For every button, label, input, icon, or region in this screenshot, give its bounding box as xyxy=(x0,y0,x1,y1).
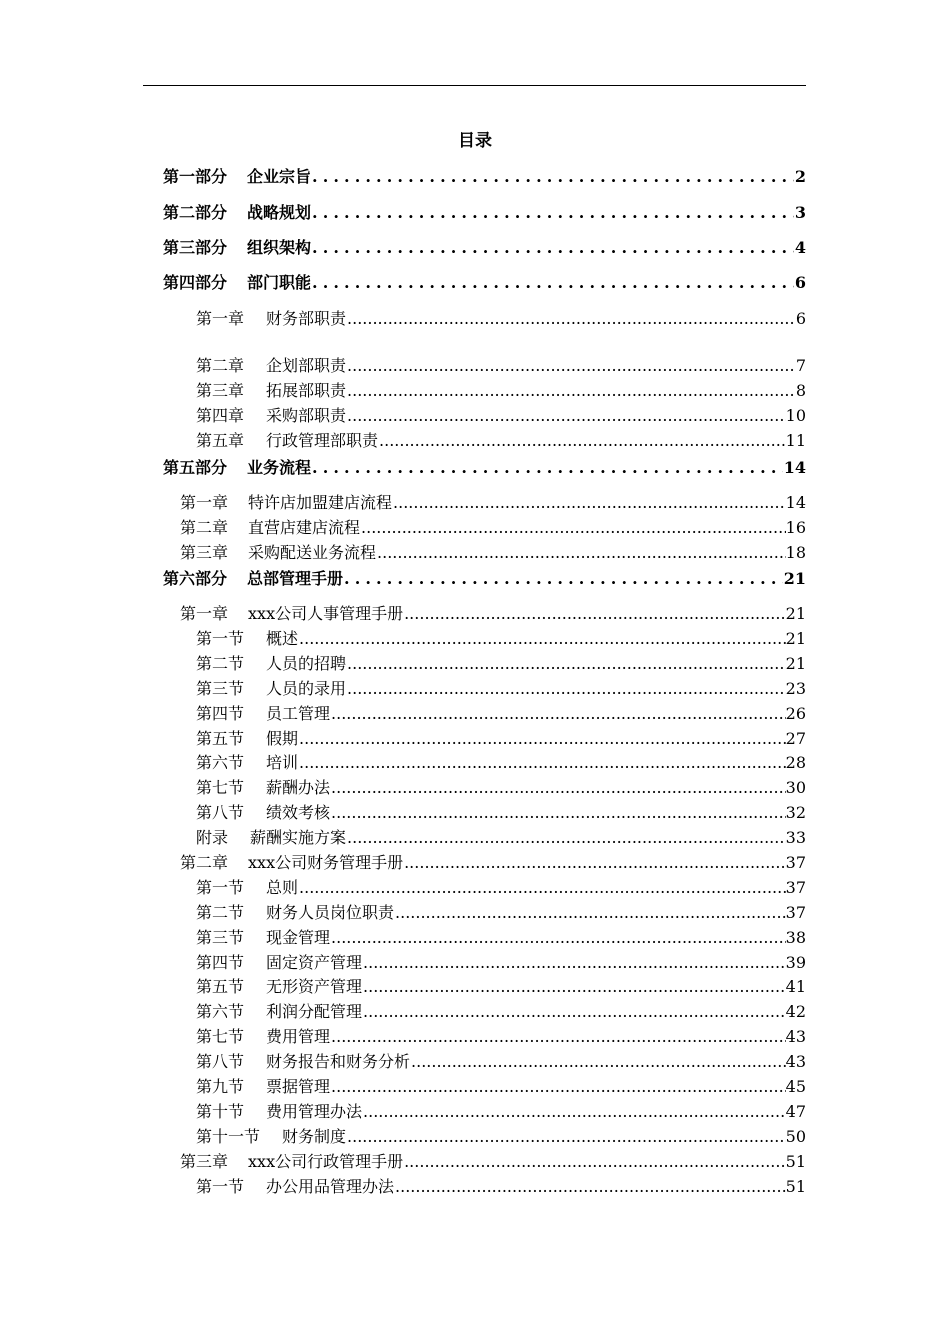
toc-entry[interactable] xyxy=(196,825,806,848)
dot-leader xyxy=(404,1152,786,1171)
toc-entry-label: 第四节 xyxy=(196,953,245,972)
toc-entry-label: 第二部分 xyxy=(163,203,228,222)
dot-leader xyxy=(404,853,786,872)
toc-entry-text: 无形资产管理 xyxy=(266,977,363,996)
toc-page-number: 14 xyxy=(783,458,806,477)
toc-entry[interactable] xyxy=(196,1024,806,1047)
toc-entry-text: xxx公司人事管理手册 xyxy=(248,604,404,623)
toc-entry-text: 总部管理手册 xyxy=(247,569,344,588)
toc-page-number: 23 xyxy=(785,679,806,698)
toc-page-number: 8 xyxy=(795,381,806,400)
toc-entry[interactable] xyxy=(196,701,806,724)
toc-entry-text: 固定资产管理 xyxy=(266,953,363,972)
toc-entry-label: 第二节 xyxy=(196,654,245,673)
toc-entry-label: 第五节 xyxy=(196,729,245,748)
toc-entry-text: 概述 xyxy=(266,629,299,648)
toc-entry-text: 财务报告和财务分析 xyxy=(266,1052,411,1071)
dot-leader xyxy=(347,654,786,673)
dot-leader xyxy=(347,309,796,328)
toc-entry-title xyxy=(196,726,298,749)
toc-entry-text: 票据管理 xyxy=(266,1077,331,1096)
toc-entry[interactable] xyxy=(180,490,806,513)
toc-entry[interactable] xyxy=(196,800,806,823)
toc-page-number: 6 xyxy=(795,309,806,328)
toc-entry[interactable] xyxy=(196,353,806,376)
toc-entry[interactable] xyxy=(196,999,806,1022)
toc-entry[interactable] xyxy=(196,306,806,329)
dot-leader xyxy=(363,1002,786,1021)
dot-leader xyxy=(312,458,783,477)
toc-entry-text: 企业宗旨 xyxy=(247,167,312,186)
toc-entry-text: 采购配送业务流程 xyxy=(248,543,377,562)
toc-entry-label: 第四部分 xyxy=(163,273,228,292)
toc-entry-label: 第六部分 xyxy=(163,569,228,588)
toc-page-number: 21 xyxy=(785,629,806,648)
toc-page-number: 43 xyxy=(785,1027,806,1046)
toc-page-number: 14 xyxy=(785,493,806,512)
toc-entry-label: 第六节 xyxy=(196,753,245,772)
toc-page-number: 10 xyxy=(785,406,806,425)
toc-entry-label: 第三节 xyxy=(196,679,245,698)
toc-entry-title xyxy=(163,566,343,589)
toc-entry-label: 第三章 xyxy=(180,543,229,562)
toc-page-number: 43 xyxy=(785,1052,806,1071)
toc-page-number: 3 xyxy=(794,203,806,222)
dot-leader xyxy=(299,629,786,648)
toc-entry-title xyxy=(196,1074,330,1097)
toc-entry-text: 行政管理部职责 xyxy=(266,431,379,450)
dot-leader xyxy=(312,238,794,257)
toc-entry-title xyxy=(196,825,346,848)
toc-entry-label: 第五部分 xyxy=(163,458,228,477)
toc-entry-title xyxy=(196,925,330,948)
toc-entry-label: 第一章 xyxy=(180,493,229,512)
dot-leader xyxy=(312,167,794,186)
toc-entry[interactable] xyxy=(196,1074,806,1097)
toc-entry-title xyxy=(196,974,362,997)
dot-leader xyxy=(363,953,786,972)
toc-entry-text: 组织架构 xyxy=(247,238,312,257)
toc-entry-label: 第二章 xyxy=(180,518,229,537)
toc-entry-title xyxy=(196,1174,394,1197)
toc-page-number: 26 xyxy=(785,704,806,723)
toc-entry-title xyxy=(196,306,346,329)
toc-entry-label: 第五章 xyxy=(196,431,245,450)
toc-entry[interactable] xyxy=(180,601,806,624)
toc-page-number: 4 xyxy=(794,238,806,257)
toc-entry[interactable] xyxy=(196,403,806,426)
toc-page-number: 7 xyxy=(795,356,806,375)
toc-entry[interactable] xyxy=(196,378,806,401)
dot-leader xyxy=(395,1177,786,1196)
toc-entry-label: 第七节 xyxy=(196,1027,245,1046)
toc-entry-label: 第九节 xyxy=(196,1077,245,1096)
dot-leader xyxy=(404,604,786,623)
toc-part-entry[interactable] xyxy=(163,235,806,258)
toc-entry-text: 员工管理 xyxy=(266,704,331,723)
dot-leader xyxy=(379,431,786,450)
toc-page-number: 28 xyxy=(785,753,806,772)
toc-entry-title xyxy=(196,900,394,923)
toc-entry-text: 部门职能 xyxy=(247,273,312,292)
toc-entry-title xyxy=(196,775,330,798)
dot-leader xyxy=(347,381,796,400)
toc-entry-text: 利润分配管理 xyxy=(266,1002,363,1021)
toc-entry[interactable] xyxy=(196,974,806,997)
toc-entry-title xyxy=(196,800,330,823)
toc-entry-title xyxy=(180,490,392,513)
dot-leader xyxy=(331,1027,786,1046)
dot-leader xyxy=(347,406,786,425)
toc-entry-text: 费用管理 xyxy=(266,1027,331,1046)
dot-leader xyxy=(331,803,786,822)
toc-entry-text: 现金管理 xyxy=(266,928,331,947)
toc-page-number: 50 xyxy=(785,1127,806,1146)
toc-entry-title xyxy=(196,875,298,898)
toc-entry-text: 绩效考核 xyxy=(266,803,331,822)
toc-entry-label: 第八节 xyxy=(196,803,245,822)
dot-leader xyxy=(331,1077,786,1096)
toc-entry-text: 薪酬实施方案 xyxy=(250,828,347,847)
toc-entry-text: 培训 xyxy=(266,753,299,772)
toc-entry-text: 财务部职责 xyxy=(266,309,347,328)
toc-entry-text: 拓展部职责 xyxy=(266,381,347,400)
toc-entry-label: 第三章 xyxy=(196,381,245,400)
toc-page-number: 33 xyxy=(785,828,806,847)
toc-part-entry[interactable] xyxy=(163,270,806,293)
toc-page-number: 30 xyxy=(785,778,806,797)
toc-page-number: 38 xyxy=(785,928,806,947)
toc-entry-label: 第四章 xyxy=(196,406,245,425)
toc-entry-label: 第四节 xyxy=(196,704,245,723)
toc-page-number: 21 xyxy=(783,569,806,588)
toc-entry[interactable] xyxy=(180,540,806,563)
toc-page-number: 27 xyxy=(785,729,806,748)
toc-entry-label: 第一节 xyxy=(196,1177,245,1196)
toc-entry-label: 第一节 xyxy=(196,878,245,897)
toc-entry[interactable] xyxy=(196,1099,806,1122)
toc-entry-label: 第一部分 xyxy=(163,167,228,186)
toc-entry-title xyxy=(196,378,346,401)
toc-entry[interactable] xyxy=(180,1149,806,1172)
toc-page-number: 51 xyxy=(785,1177,806,1196)
toc-entry-title xyxy=(196,750,298,773)
toc-entry-label: 第七节 xyxy=(196,778,245,797)
toc-entry-text: 采购部职责 xyxy=(266,406,347,425)
toc-entry-title xyxy=(196,353,346,376)
toc-entry-label: 附录 xyxy=(196,828,229,847)
toc-entry-label: 第十节 xyxy=(196,1102,245,1121)
toc-entry-title xyxy=(196,1099,362,1122)
toc-entry-label: 第一章 xyxy=(180,604,229,623)
toc-entry-text: 薪酬办法 xyxy=(266,778,331,797)
toc-entry[interactable] xyxy=(196,775,806,798)
toc-entry-title xyxy=(196,999,362,1022)
toc-entry-title xyxy=(196,1024,330,1047)
toc-entry-title xyxy=(163,200,311,223)
toc-entry-label: 第三部分 xyxy=(163,238,228,257)
toc-entry[interactable] xyxy=(196,900,806,923)
toc-entry-title xyxy=(196,950,362,973)
toc-entry-title xyxy=(163,455,311,478)
dot-leader xyxy=(347,828,786,847)
dot-leader xyxy=(347,356,796,375)
toc-entry[interactable] xyxy=(196,950,806,973)
toc-entry-label: 第五节 xyxy=(196,977,245,996)
toc-entry-label: 第六节 xyxy=(196,1002,245,1021)
toc-entry[interactable] xyxy=(196,428,806,451)
toc-part-entry[interactable] xyxy=(163,455,806,478)
toc-page-number: 42 xyxy=(785,1002,806,1021)
toc-part-entry[interactable] xyxy=(163,200,806,223)
toc-entry-title xyxy=(180,540,376,563)
toc-entry-text: 直营店建店流程 xyxy=(248,518,361,537)
toc-page-number: 41 xyxy=(785,977,806,996)
toc-page-number: 16 xyxy=(785,518,806,537)
toc-entry-text: 总则 xyxy=(266,878,299,897)
toc-entry-label: 第八节 xyxy=(196,1052,245,1071)
dot-leader xyxy=(363,1102,786,1121)
toc-entry-title xyxy=(163,164,311,187)
toc-entry-title xyxy=(180,850,403,873)
toc-entry-text: 人员的招聘 xyxy=(266,654,347,673)
toc-page-number: 37 xyxy=(785,903,806,922)
toc-entry-text: 财务人员岗位职责 xyxy=(266,903,395,922)
toc-title: 目录 xyxy=(458,131,492,151)
toc-entry-text: xxx公司财务管理手册 xyxy=(248,853,404,872)
toc-page-number: 2 xyxy=(794,167,806,186)
dot-leader xyxy=(393,493,786,512)
toc-entry-label: 第二节 xyxy=(196,903,245,922)
toc-entry-text: 企划部职责 xyxy=(266,356,347,375)
dot-leader xyxy=(312,203,794,222)
toc-entry-title xyxy=(196,651,346,674)
dot-leader xyxy=(411,1052,786,1071)
toc-entry-label: 第三章 xyxy=(180,1152,229,1171)
toc-page-number: 51 xyxy=(785,1152,806,1171)
toc-page-number: 37 xyxy=(785,853,806,872)
toc-entry-text: 业务流程 xyxy=(247,458,312,477)
toc-entry-text: xxx公司行政管理手册 xyxy=(248,1152,404,1171)
dot-leader xyxy=(331,928,786,947)
toc-page-number: 39 xyxy=(785,953,806,972)
toc-entry-title xyxy=(180,1149,403,1172)
dot-leader xyxy=(299,878,786,897)
toc-entry-label: 第二章 xyxy=(196,356,245,375)
toc-page-number: 21 xyxy=(785,654,806,673)
toc-entry[interactable] xyxy=(196,750,806,773)
toc-entry[interactable] xyxy=(196,875,806,898)
toc-entry-text: 人员的录用 xyxy=(266,679,347,698)
toc-entry[interactable] xyxy=(196,651,806,674)
dot-leader xyxy=(299,753,786,772)
toc-entry-title xyxy=(180,515,360,538)
dot-leader xyxy=(344,569,783,588)
toc-entry[interactable] xyxy=(180,515,806,538)
toc-entry-label: 第一章 xyxy=(196,309,245,328)
dot-leader xyxy=(347,1127,786,1146)
dot-leader xyxy=(331,778,786,797)
toc-entry-title xyxy=(196,1124,346,1147)
toc-entry-label: 第三节 xyxy=(196,928,245,947)
dot-leader xyxy=(312,273,794,292)
toc-entry-title xyxy=(196,676,346,699)
toc-entry[interactable] xyxy=(196,1124,806,1147)
toc-entry-label: 第二章 xyxy=(180,853,229,872)
toc-entry-title xyxy=(196,701,330,724)
toc-entry-text: 费用管理办法 xyxy=(266,1102,363,1121)
toc-entry-title xyxy=(163,235,311,258)
toc-entry[interactable] xyxy=(180,850,806,873)
dot-leader xyxy=(377,543,786,562)
toc-entry-title xyxy=(163,270,311,293)
toc-entry-text: 战略规划 xyxy=(247,203,312,222)
toc-page-number: 45 xyxy=(785,1077,806,1096)
dot-leader xyxy=(347,679,786,698)
toc-entry[interactable] xyxy=(196,626,806,649)
toc-entry-title xyxy=(196,428,378,451)
dot-leader xyxy=(331,704,786,723)
toc-entry[interactable] xyxy=(196,726,806,749)
toc-page-number: 21 xyxy=(785,604,806,623)
toc-part-entry[interactable] xyxy=(163,164,806,187)
toc-entry-title xyxy=(196,1049,410,1072)
toc-page-number: 18 xyxy=(785,543,806,562)
dot-leader xyxy=(361,518,786,537)
toc-entry[interactable] xyxy=(196,1174,806,1197)
toc-page-number: 37 xyxy=(785,878,806,897)
toc-page-number: 6 xyxy=(794,273,806,292)
toc-entry[interactable] xyxy=(196,676,806,699)
dot-leader xyxy=(395,903,786,922)
toc-entry-text: 财务制度 xyxy=(282,1127,347,1146)
toc-entry[interactable] xyxy=(196,1049,806,1072)
toc-entry[interactable] xyxy=(196,925,806,948)
toc-page-number: 47 xyxy=(785,1102,806,1121)
toc-entry-title xyxy=(180,601,403,624)
toc-entry-title xyxy=(196,626,298,649)
toc-part-entry[interactable] xyxy=(163,566,806,589)
toc-entry-label: 第一节 xyxy=(196,629,245,648)
toc-page-number: 11 xyxy=(785,431,806,450)
toc-page-number: 32 xyxy=(785,803,806,822)
dot-leader xyxy=(363,977,786,996)
header-rule xyxy=(143,85,806,86)
toc-entry-text: 办公用品管理办法 xyxy=(266,1177,395,1196)
toc-entry-title xyxy=(196,403,346,426)
dot-leader xyxy=(299,729,786,748)
toc-entry-text: 假期 xyxy=(266,729,299,748)
toc-entry-text: 特许店加盟建店流程 xyxy=(248,493,393,512)
toc-entry-label: 第十一节 xyxy=(196,1127,261,1146)
